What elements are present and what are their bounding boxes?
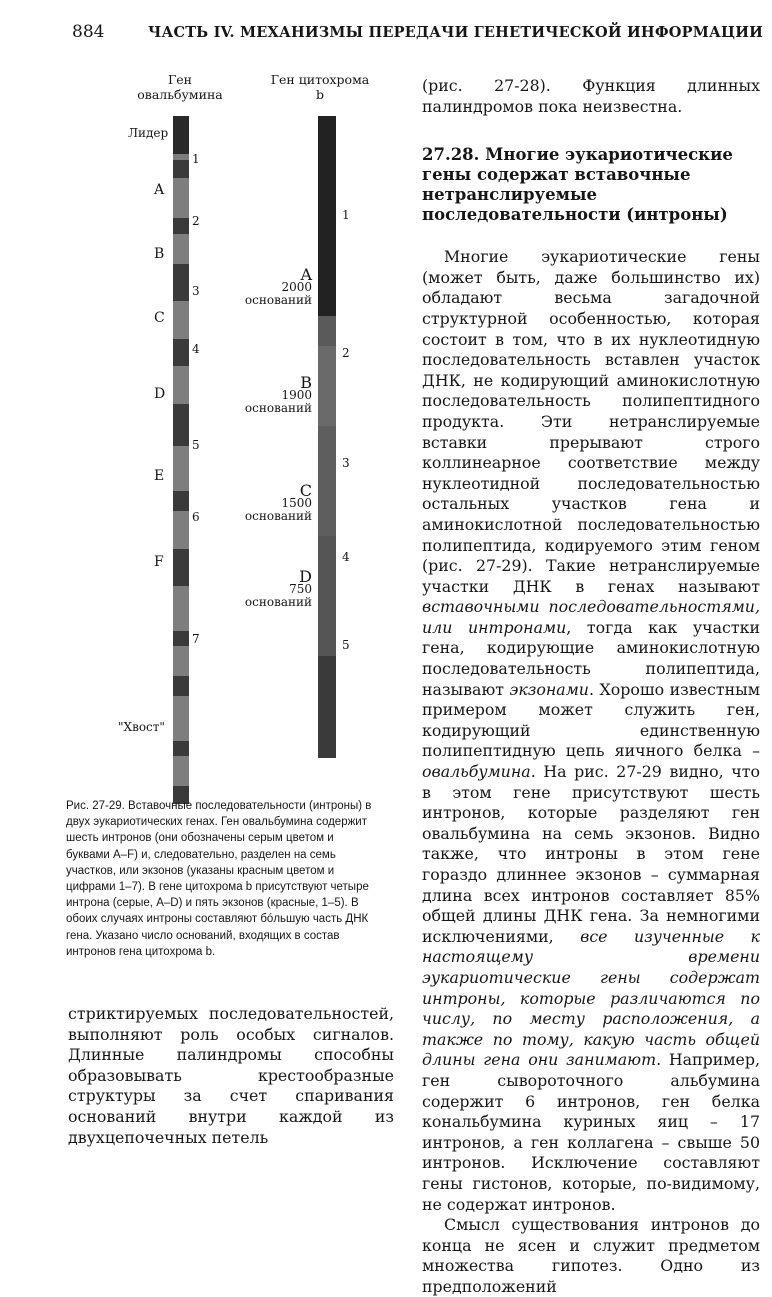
ovalbumin-gene-strip [173, 116, 189, 804]
cyt-intron-letter: C [299, 481, 312, 500]
cyt-exon-label: 2 [342, 346, 350, 360]
ov-intron-label-f: F [154, 554, 164, 570]
text-run: . Например, ген сывороточного альбумина содержит 6 интронов, ген белка кональбумина куриных яиц – 17 интронов, а ген коллагена – свыше 50 интронов. Исключение составляют гены гистонов, которые, по-видимому, не содержат интронов. [422, 1050, 760, 1214]
ov-intron-segment [173, 586, 189, 631]
cyt-intron-count: 1900 [281, 388, 312, 402]
cyt-intron-unit: оснований [244, 293, 312, 307]
ov-leader-segment [173, 116, 189, 154]
cyt-intron-d-segment [318, 536, 336, 656]
cyt-intron-count: 750 [289, 582, 312, 596]
ov-intron-segment [173, 366, 189, 404]
ov-intron-label-c: C [154, 310, 165, 326]
figure-27-29 [60, 70, 405, 800]
cyt-intron-unit: оснований [244, 401, 312, 415]
ov-intron-label-a: A [154, 182, 165, 198]
figure-caption: Рис. 27-29. Вставочные последовательности (интроны) в двух эукариотических генах. Ген овальбумина содержит шесть интронов (они обозначены серым цветом и буквами A–F) и, следовательно, разделен на семь участков, или экзонов (указаны красным цветом и цифрами 1–7). В гене цитохрома b присутствуют четыре интрона (серые, A–D) и пять экзонов (красные, 1–5). В обоих случаях интроны составляют бóльшую часть ДНК гена. Указано число оснований, входящих в состав интронов гена цитохрома b. [66, 800, 372, 958]
ov-exon-label: 2 [192, 214, 200, 228]
ov-intron-segment [173, 234, 189, 264]
text-run: . На рис. 27-29 видно, что в этом гене присутствуют шесть интронов, которые разделяют ген овальбумина на семь экзонов. Видно также, что интроны в этом гене гораздо длиннее экзонов – суммарная длина всех интронов составляет 85% общей длины ДНК гена. За немногими исключениями, [422, 762, 760, 946]
cyt-intron-c-annotation [230, 481, 312, 523]
ov-exon-label: 1 [192, 152, 200, 166]
cytochrome-gene-strip [318, 116, 336, 758]
cyt-intron-unit: оснований [244, 509, 312, 523]
ov-intron-segment [173, 696, 189, 741]
cytochrome-gene-label: Ген цитохрома b [270, 72, 370, 102]
running-head: ЧАСТЬ IV. МЕХАНИЗМЫ ПЕРЕДАЧИ ГЕНЕТИЧЕСКОЙ ИНФОРМАЦИИ [148, 24, 763, 41]
ov-intron-segment [173, 178, 189, 218]
cyt-intron-letter: A [300, 265, 312, 284]
cyt-exon-label: 3 [342, 456, 350, 470]
text-run: . Хорошо известным примером может служить ген, кодирующий единственную полипептидную цепь яичного белка – [422, 679, 760, 761]
ov-intron-segment [173, 756, 189, 786]
ov-exon-label: 3 [192, 284, 200, 298]
cyt-intron-a-annotation [230, 265, 312, 307]
emphasis-term: экзонами [509, 679, 589, 699]
section-heading: 27.28. Многие эукариотические гены содержат вставочные нетранслируемые последовательности (интроны) [422, 145, 733, 225]
ov-exon-label: 5 [192, 438, 200, 452]
ov-intron-label-e: E [154, 468, 165, 484]
cyt-intron-count: 2000 [281, 280, 312, 294]
ov-intron-label-d: D [154, 386, 166, 402]
cyt-intron-letter: B [300, 373, 312, 392]
cyt-intron-count: 1500 [281, 496, 312, 510]
body-paragraph-1 [422, 247, 760, 1215]
leader-label: Лидер [128, 126, 169, 140]
emphasis-term: вставочными последовательностями, или интронами [422, 597, 760, 637]
body-paragraph-2: Смысл существования интронов до конца не ясен и служит предметом множества гипотез. Одно из предположений [422, 1215, 760, 1296]
ov-intron-label-b: B [154, 246, 165, 262]
right-column [422, 76, 760, 1297]
text-run: Многие эукариотические гены (может быть, даже большинство их) обладают весьма загадочной структурной особенностью, которая состоит в том, что в их нуклеотидную последовательность вставлен участок ДНК, не кодирующий аминокислотную последовательность полипептидного продукта. Эти нетранслируемые вставки прерывают строго коллинеарное соответствие между нуклеотидной последовательностью остальных участков гена и аминокислотной последовательностью полипептида, кодируемого этим геном (рис. 27-29). Такие нетранслируемые участки ДНК в генах называют [422, 247, 760, 596]
cyt-intron-b-segment [318, 346, 336, 426]
cyt-exon-label: 1 [342, 208, 350, 222]
cyt-intron-d-annotation [230, 567, 312, 609]
cyt-exon-label: 4 [342, 550, 350, 564]
ov-exon-label: 6 [192, 510, 200, 524]
emphasis-term: овальбумина [422, 762, 531, 782]
cyt-intron-unit: оснований [244, 595, 312, 609]
emphasis-statement: все изученные к настоящему времени эукариотические гены содержат интроны, которые различаются по числу, по месту расположения, а также по тому, какую часть общей длины гена они занимают [422, 926, 760, 1070]
ov-intron-segment [173, 646, 189, 676]
page-number: 884 [72, 22, 105, 42]
tail-label: "Хвост" [118, 720, 165, 734]
text-run: , тогда как участки гена, кодирующие аминокислотную последовательность полипептида, называют [422, 617, 760, 699]
cyt-intron-b-annotation [230, 373, 312, 415]
ov-intron-segment [173, 446, 189, 491]
ov-intron-segment [173, 301, 189, 339]
cyt-exon-segment [318, 316, 336, 346]
cyt-intron-c-segment [318, 426, 336, 536]
cyt-intron-letter: D [299, 567, 312, 586]
left-column-text: стриктируемых последовательностей, выполняют роль особых сигналов. Длинные палиндромы способны образовывать крестообразные структуры за счет спаривания оснований внутри каждой из двухцепочечных петель [68, 1004, 394, 1147]
ov-exon-label: 7 [192, 632, 200, 646]
ov-intron-segment [173, 511, 189, 549]
ov-exon-label: 4 [192, 342, 200, 356]
ov-exon-segment [173, 154, 189, 160]
cyt-intron-a-segment [318, 116, 336, 316]
cyt-exon-label: 5 [342, 638, 350, 652]
intro-paragraph: (рис. 27-28). Функция длинных палиндромов пока неизвестна. [422, 76, 760, 116]
ovalbumin-gene-label: Ген овальбумина [137, 72, 223, 102]
